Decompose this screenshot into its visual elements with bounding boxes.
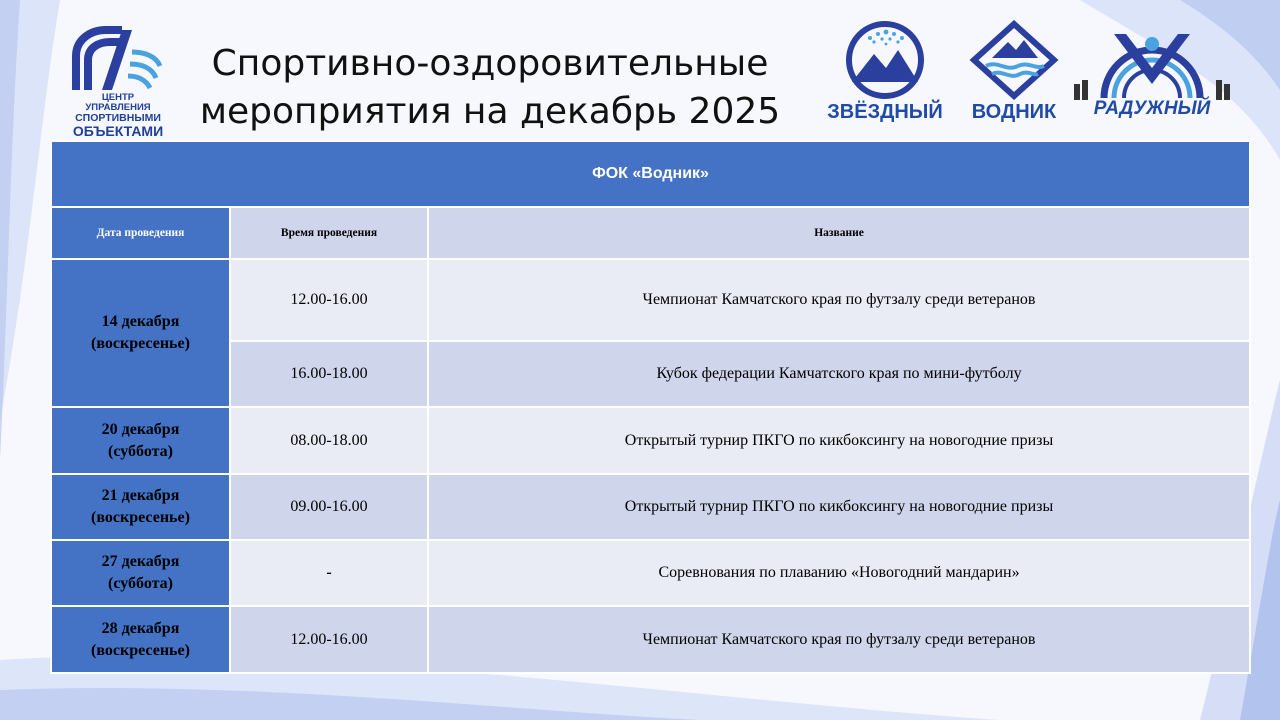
- mountain-stars-icon: [826, 20, 944, 100]
- event-name-cell: Кубок федерации Камчатского края по мини-футболу: [428, 341, 1250, 407]
- cuso-caption-3: ОБЪЕКТАМИ: [72, 123, 164, 139]
- date-weekday: (воскресенье): [91, 509, 190, 526]
- zvezdny-label: ЗВЁЗДНЫЙ: [827, 101, 943, 123]
- header-time: Время проведения: [230, 207, 428, 259]
- date-cell: [51, 259, 230, 407]
- event-name-cell: Открытый турнир ПКГО по кикбоксингу на новогодние призы: [428, 474, 1250, 540]
- date-day: 14 декабря: [101, 313, 180, 330]
- header-name: Название: [428, 207, 1250, 259]
- date-cell: [51, 540, 230, 606]
- cuso-logo: [72, 26, 164, 139]
- zvezdny-logo: [826, 20, 944, 124]
- title-line-1: Спортивно-оздоровительные: [211, 43, 769, 84]
- event-name-cell: Чемпионат Камчатского края по футзалу среди ветеранов: [428, 259, 1250, 341]
- vodnik-logo: [966, 20, 1062, 124]
- table-row: [51, 474, 1250, 540]
- rainbow-barbell-icon: [1074, 28, 1230, 100]
- date-day: 28 декабря: [101, 619, 180, 637]
- schedule-table: [50, 140, 1251, 674]
- date-day: 27 декабря: [101, 553, 180, 570]
- table-row: [51, 540, 1250, 606]
- date-weekday: (суббота): [108, 575, 173, 592]
- date-weekday: (воскресенье): [91, 641, 190, 659]
- vodnik-label: ВОДНИК: [971, 101, 1057, 123]
- date-day: 20 декабря: [101, 420, 180, 438]
- table-row: [51, 341, 1250, 407]
- time-cell: 08.00-18.00: [230, 407, 428, 474]
- date-cell: [51, 474, 230, 540]
- event-name-cell: Открытый турнир ПКГО по кикбоксингу на новогодние призы: [428, 407, 1250, 474]
- table-row: [51, 606, 1250, 673]
- raduzhny-label: РАДУЖНЫЙ: [1093, 98, 1211, 119]
- time-cell: -: [230, 540, 428, 606]
- time-cell: 12.00-16.00: [230, 259, 428, 341]
- table-row: [51, 259, 1250, 341]
- column-header-row: [51, 207, 1250, 259]
- cuso-caption-2: СПОРТИВНЫМИ: [75, 112, 161, 124]
- date-weekday: (воскресенье): [91, 335, 190, 352]
- date-cell: [51, 606, 230, 673]
- time-cell: 16.00-18.00: [230, 341, 428, 407]
- date-day: 21 декабря: [101, 487, 180, 504]
- venue-header: ФОК «Водник»: [51, 141, 1250, 207]
- time-cell: 12.00-16.00: [230, 606, 428, 673]
- date-cell: [51, 407, 230, 474]
- title-line-2: мероприятия на декабрь 2025: [199, 91, 781, 132]
- cuso-caption-1: ЦЕНТР УПРАВЛЕНИЯ: [85, 92, 151, 113]
- raduzhny-logo: [1074, 28, 1230, 124]
- header-date: Дата проведения: [51, 207, 230, 259]
- mountain-wave-icon: [966, 20, 1062, 100]
- table-row: [51, 407, 1250, 474]
- event-name-cell: Чемпионат Камчатского края по футзалу среди ветеранов: [428, 606, 1250, 673]
- date-weekday: (суббота): [108, 442, 173, 460]
- cuso-logo-icon: [72, 26, 164, 92]
- event-name-cell: Соревнования по плаванию «Новогодний мандарин»: [428, 540, 1250, 606]
- time-cell: 09.00-16.00: [230, 474, 428, 540]
